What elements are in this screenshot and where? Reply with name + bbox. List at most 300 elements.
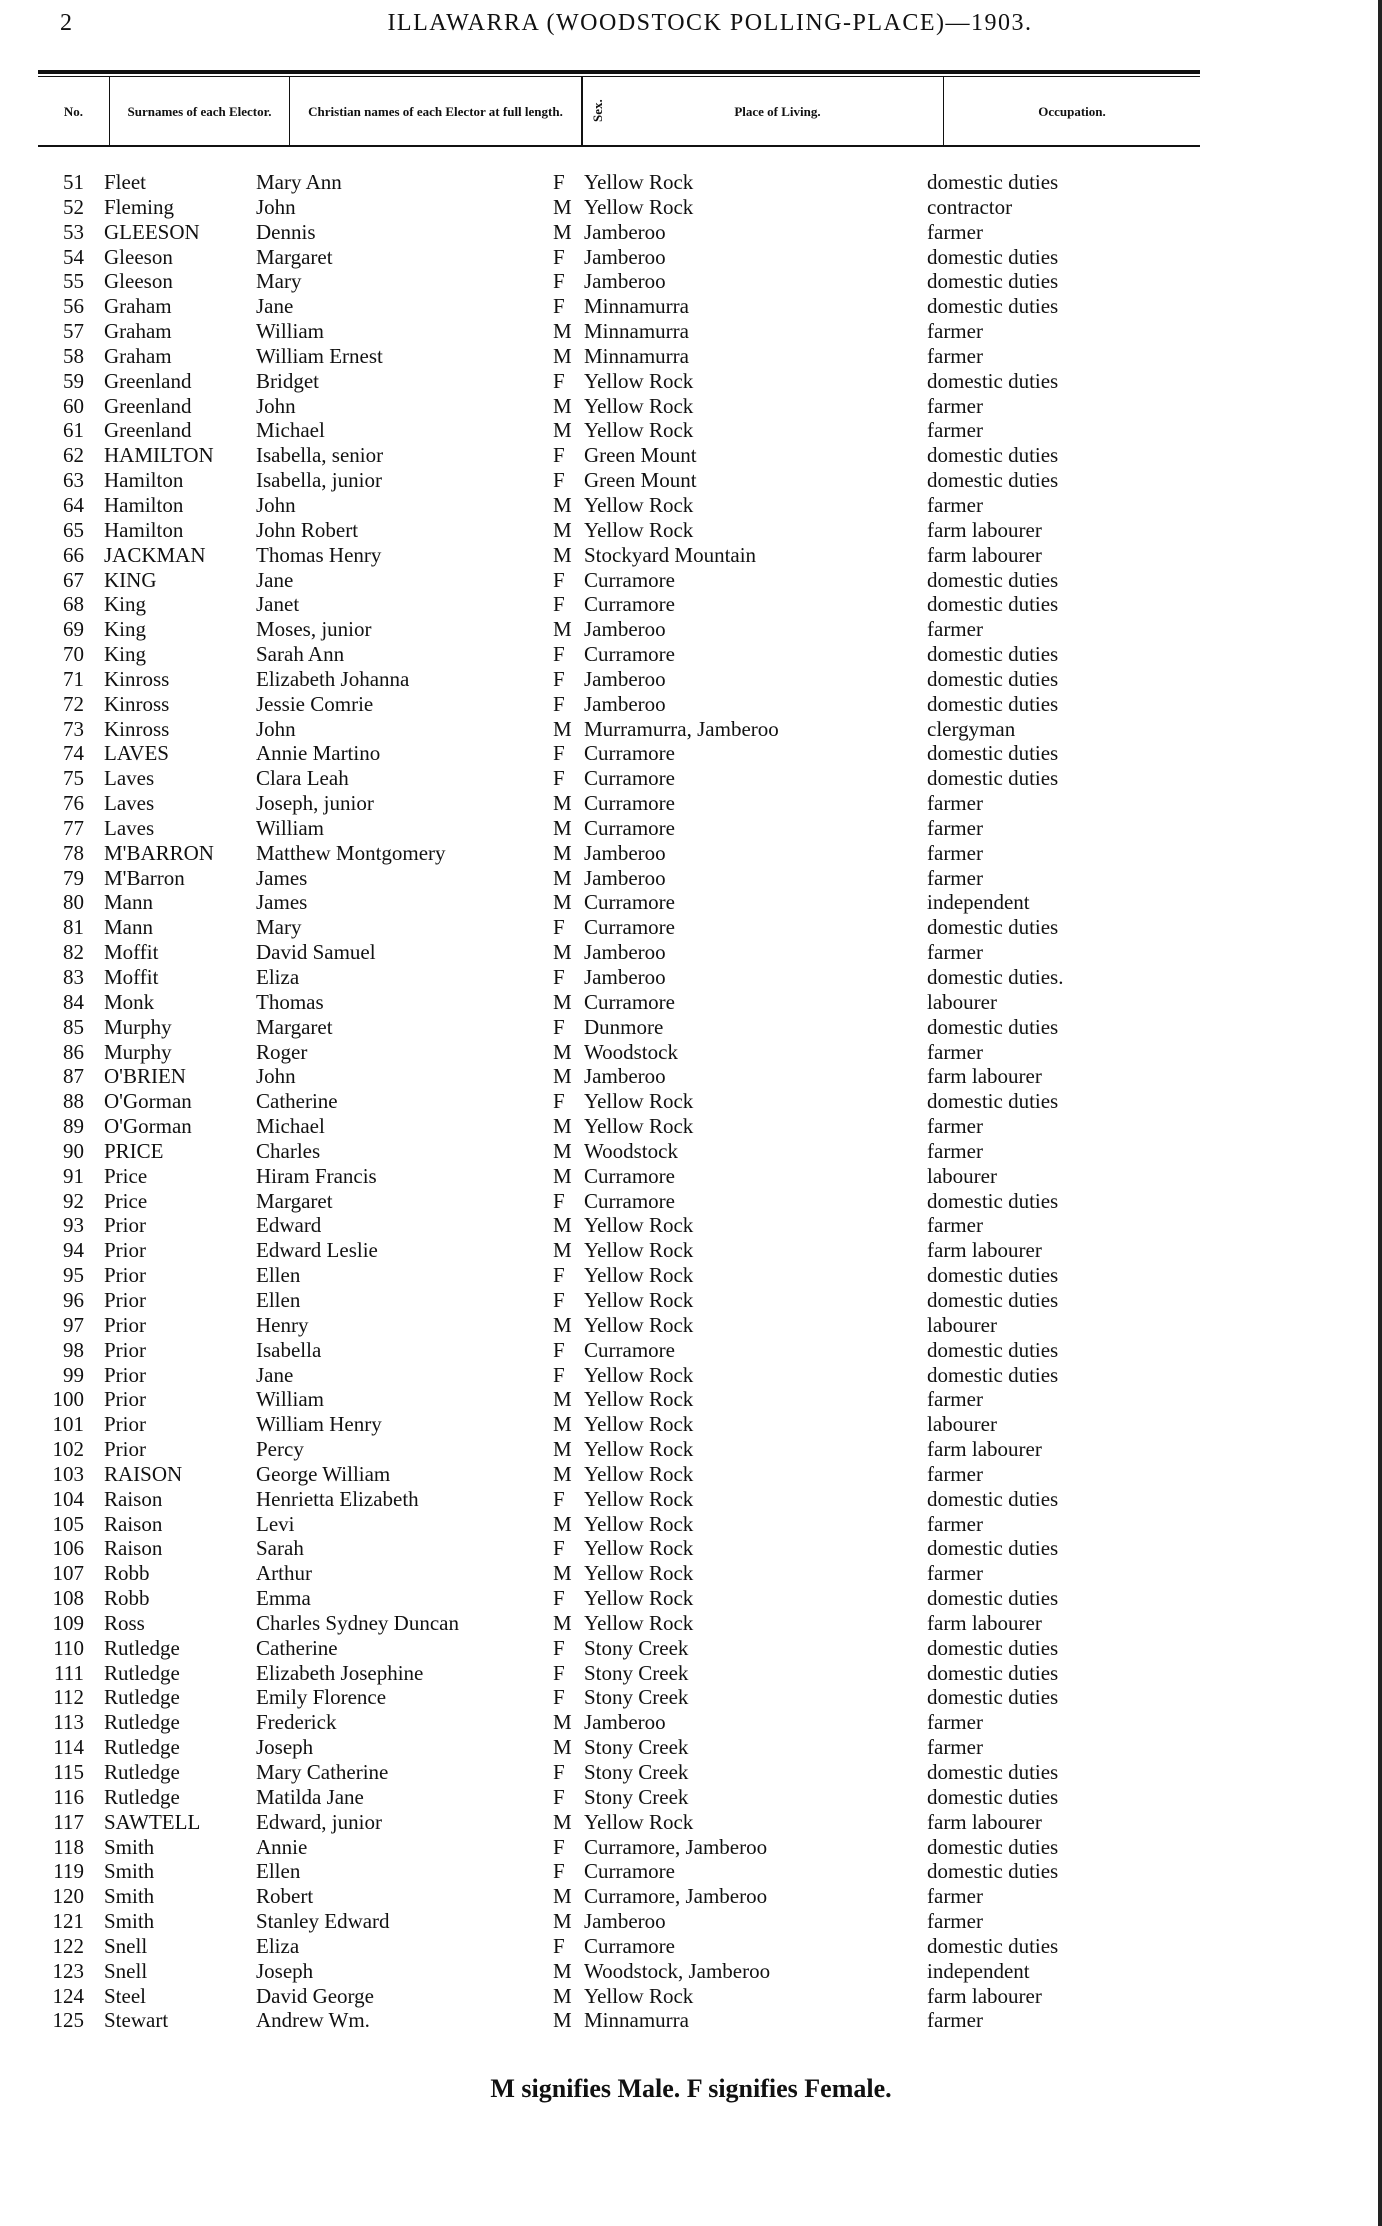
- elector-number: 65: [63, 517, 84, 542]
- table-row: [38, 1810, 1200, 1835]
- elector-surname: Robb: [104, 1561, 150, 1586]
- elector-christian-names: Mary Ann: [256, 170, 342, 194]
- elector-sex: M: [553, 890, 572, 915]
- elector-sex: M: [553, 319, 572, 344]
- elector-occupation: domestic duties: [927, 1660, 1059, 1685]
- elector-sex: M: [553, 542, 572, 567]
- elector-christian-names: Margaret: [256, 1014, 333, 1039]
- elector-surname: GLEESON: [104, 219, 200, 244]
- table-row: [38, 1909, 1200, 1934]
- elector-occupation: domestic duties: [927, 1536, 1059, 1561]
- elector-christian-names: Elizabeth Johanna: [256, 666, 410, 691]
- elector-place-of-living: Jamberoo: [584, 1909, 666, 1934]
- elector-surname: Fleming: [104, 194, 175, 219]
- page-header: [0, 6, 1382, 42]
- elector-occupation: labourer: [927, 1312, 997, 1337]
- elector-christian-names: Jane: [256, 294, 294, 319]
- elector-place-of-living: Jamberoo: [584, 1064, 666, 1089]
- table-row: [38, 1835, 1200, 1860]
- elector-christian-names: Moses, junior: [256, 617, 372, 642]
- elector-place-of-living: Yellow Rock: [584, 1536, 694, 1561]
- table-row: [38, 1040, 1200, 1065]
- elector-occupation: domestic duties: [927, 1834, 1059, 1859]
- elector-place-of-living: Curramore: [584, 1933, 675, 1958]
- elector-christian-names: Stanley Edward: [256, 1909, 390, 1934]
- table-row: [38, 1636, 1200, 1661]
- table-row: [38, 1338, 1200, 1363]
- elector-sex: F: [553, 691, 565, 716]
- table-row: [38, 1611, 1200, 1636]
- elector-number: 119: [53, 1859, 84, 1884]
- elector-place-of-living: Yellow Rock: [584, 1511, 694, 1536]
- elector-surname: Rutledge: [104, 1635, 180, 1660]
- elector-number: 71: [63, 666, 84, 691]
- table-row: [38, 717, 1200, 742]
- elector-place-of-living: Yellow Rock: [584, 1089, 694, 1114]
- elector-surname: Prior: [104, 1437, 146, 1462]
- table-row: [38, 1959, 1200, 1984]
- elector-place-of-living: Curramore: [584, 1337, 675, 1362]
- table-row: [38, 990, 1200, 1015]
- page-number: 2: [60, 10, 72, 36]
- elector-sex: F: [553, 1089, 565, 1114]
- elector-place-of-living: Yellow Rock: [584, 1561, 694, 1586]
- elector-place-of-living: Jamberoo: [584, 840, 666, 865]
- elector-place-of-living: Curramore: [584, 766, 675, 791]
- elector-occupation: farm labourer: [927, 1610, 1042, 1635]
- elector-christian-names: Ellen: [256, 1859, 301, 1884]
- elector-occupation: domestic duties: [927, 1586, 1059, 1611]
- table-row: [38, 1114, 1200, 1139]
- elector-christian-names: James: [256, 890, 308, 915]
- table-row: [38, 617, 1200, 642]
- elector-surname: Rutledge: [104, 1760, 180, 1784]
- page-edge-shadow: [1378, 0, 1382, 2226]
- elector-surname: King: [104, 617, 146, 642]
- elector-christian-names: Emily Florence: [256, 1685, 387, 1710]
- elector-surname: Snell: [104, 1958, 148, 1983]
- table-row: [38, 543, 1200, 568]
- table-row: [38, 1064, 1200, 1089]
- elector-sex: M: [553, 1809, 572, 1834]
- elector-sex: M: [553, 1461, 572, 1486]
- elector-occupation: domestic duties: [927, 368, 1059, 393]
- elector-surname: Monk: [104, 989, 155, 1014]
- elector-occupation: labourer: [927, 989, 997, 1014]
- elector-surname: Ross: [104, 1610, 145, 1635]
- elector-christian-names: John: [256, 393, 296, 418]
- elector-place-of-living: Yellow Rock: [584, 1387, 694, 1412]
- elector-sex: M: [553, 1983, 572, 2008]
- elector-occupation: domestic duties.: [927, 965, 1064, 989]
- elector-christian-names: Margaret: [256, 244, 333, 269]
- elector-christian-names: Matthew Montgomery: [256, 840, 446, 865]
- elector-number: 58: [63, 343, 84, 368]
- elector-sex: F: [553, 741, 565, 766]
- elector-number: 55: [63, 269, 84, 294]
- table-row: [38, 294, 1200, 319]
- elector-occupation: farmer: [927, 343, 983, 368]
- elector-occupation: clergyman: [927, 716, 1016, 741]
- elector-number: 84: [63, 989, 84, 1014]
- table-row: [38, 1536, 1200, 1561]
- elector-surname: Rutledge: [104, 1710, 180, 1735]
- elector-christian-names: Frederick: [256, 1710, 337, 1735]
- elector-surname: Gleeson: [104, 269, 173, 294]
- elector-place-of-living: Yellow Rock: [584, 1238, 694, 1263]
- elector-sex: M: [553, 1238, 572, 1263]
- elector-number: 66: [63, 542, 84, 567]
- elector-number: 113: [53, 1710, 84, 1735]
- header-christian-names: Christian names of each Elector at full length.: [290, 77, 582, 145]
- elector-sex: M: [553, 1958, 572, 1983]
- table-row: [38, 493, 1200, 518]
- elector-number: 79: [63, 865, 84, 890]
- elector-surname: Greenland: [104, 393, 192, 418]
- table-row: [38, 1859, 1200, 1884]
- elector-number: 70: [63, 642, 84, 667]
- table-row: [38, 1586, 1200, 1611]
- elector-place-of-living: Stony Creek: [584, 1685, 689, 1710]
- elector-number: 88: [63, 1089, 84, 1114]
- table-row: [38, 816, 1200, 841]
- elector-occupation: domestic duties: [927, 443, 1059, 468]
- elector-christian-names: Hiram Francis: [256, 1163, 377, 1188]
- elector-surname: Raison: [104, 1536, 163, 1561]
- table-row: [38, 394, 1200, 419]
- elector-occupation: contractor: [927, 194, 1013, 219]
- elector-sex: F: [553, 269, 565, 294]
- elector-place-of-living: Stony Creek: [584, 1784, 689, 1809]
- elector-occupation: farmer: [927, 1461, 983, 1486]
- elector-sex: M: [553, 1163, 572, 1188]
- elector-number: 104: [52, 1486, 84, 1511]
- elector-sex: M: [553, 716, 572, 741]
- elector-occupation: domestic duties: [927, 1635, 1059, 1660]
- elector-number: 77: [63, 815, 84, 840]
- table-row: [38, 741, 1200, 766]
- roll-rows: [38, 170, 1200, 2033]
- elector-place-of-living: Curramore, Jamberoo: [584, 1834, 768, 1859]
- elector-christian-names: Ellen: [256, 1263, 301, 1288]
- elector-christian-names: John: [256, 194, 296, 219]
- elector-sex: F: [553, 1586, 565, 1611]
- elector-occupation: independent: [927, 1958, 1030, 1983]
- elector-christian-names: Catherine: [256, 1089, 338, 1114]
- elector-sex: F: [553, 1933, 565, 1958]
- elector-occupation: domestic duties: [927, 741, 1059, 766]
- elector-number: 73: [63, 716, 84, 741]
- elector-christian-names: Roger: [256, 1039, 308, 1064]
- column-headers: [38, 77, 1200, 147]
- elector-place-of-living: Jamberoo: [584, 269, 666, 294]
- elector-christian-names: Thomas: [256, 989, 324, 1014]
- elector-place-of-living: Woodstock, Jamberoo: [584, 1958, 771, 1983]
- elector-number: 64: [63, 492, 84, 517]
- table-row: [38, 1288, 1200, 1313]
- elector-christian-names: Henry: [256, 1312, 309, 1337]
- elector-number: 95: [63, 1263, 84, 1288]
- table-row: [38, 592, 1200, 617]
- elector-surname: Stewart: [104, 2008, 169, 2033]
- table-row: [38, 568, 1200, 593]
- table-row: [38, 1785, 1200, 1810]
- elector-occupation: labourer: [927, 1163, 997, 1188]
- table-row: [38, 2008, 1200, 2033]
- elector-sex: F: [553, 468, 565, 493]
- elector-number: 69: [63, 617, 84, 642]
- elector-number: 118: [53, 1834, 84, 1859]
- elector-christian-names: Sarah Ann: [256, 642, 345, 667]
- page-title: ILLAWARRA (WOODSTOCK POLLING-PLACE)—1903.: [387, 10, 1033, 36]
- elector-number: 76: [63, 791, 84, 816]
- elector-surname: King: [104, 592, 146, 617]
- elector-occupation: farm labourer: [927, 542, 1042, 567]
- elector-sex: F: [553, 244, 565, 269]
- elector-christian-names: James: [256, 865, 308, 890]
- elector-place-of-living: Yellow Rock: [584, 194, 694, 219]
- elector-occupation: farm labourer: [927, 1064, 1042, 1089]
- elector-number: 56: [63, 294, 84, 319]
- header-no: No.: [38, 77, 110, 145]
- elector-number: 90: [63, 1138, 84, 1163]
- elector-christian-names: William: [256, 319, 324, 344]
- table-row: [38, 1089, 1200, 1114]
- elector-christian-names: George William: [256, 1461, 391, 1486]
- table-row: [38, 1984, 1200, 2009]
- elector-surname: Smith: [104, 1834, 155, 1859]
- table-row: [38, 1437, 1200, 1462]
- elector-sex: M: [553, 1312, 572, 1337]
- elector-christian-names: Joseph: [256, 1958, 314, 1983]
- elector-place-of-living: Jamberoo: [584, 965, 666, 989]
- elector-christian-names: Eliza: [256, 1933, 300, 1958]
- elector-sex: M: [553, 1064, 572, 1089]
- elector-christian-names: Joseph: [256, 1735, 314, 1760]
- elector-surname: SAWTELL: [104, 1809, 201, 1834]
- elector-occupation: farmer: [927, 492, 983, 517]
- elector-surname: Hamilton: [104, 517, 184, 542]
- elector-christian-names: Isabella: [256, 1337, 322, 1362]
- elector-sex: M: [553, 1412, 572, 1437]
- elector-place-of-living: Yellow Rock: [584, 517, 694, 542]
- elector-christian-names: Jessie Comrie: [256, 691, 374, 716]
- elector-christian-names: William: [256, 1387, 324, 1412]
- elector-christian-names: Andrew Wm.: [256, 2008, 370, 2033]
- elector-surname: O'Gorman: [104, 1114, 192, 1139]
- elector-occupation: domestic duties: [927, 1337, 1059, 1362]
- elector-surname: PRICE: [104, 1138, 164, 1163]
- elector-place-of-living: Minnamurra: [584, 343, 689, 368]
- elector-number: 53: [63, 219, 84, 244]
- elector-christian-names: Emma: [256, 1586, 311, 1611]
- elector-number: 89: [63, 1114, 84, 1139]
- elector-occupation: domestic duties: [927, 666, 1059, 691]
- elector-place-of-living: Curramore: [584, 791, 675, 816]
- elector-christian-names: David Samuel: [256, 940, 376, 965]
- elector-number: 97: [63, 1312, 84, 1337]
- table-row: [38, 766, 1200, 791]
- elector-sex: M: [553, 1039, 572, 1064]
- elector-christian-names: Catherine: [256, 1635, 338, 1660]
- table-row: [38, 965, 1200, 990]
- sex-legend-note: M signifies Male. F signifies Female.: [490, 2074, 892, 2103]
- elector-sex: M: [553, 1561, 572, 1586]
- elector-sex: M: [553, 1710, 572, 1735]
- elector-christian-names: Eliza: [256, 965, 300, 989]
- elector-place-of-living: Yellow Rock: [584, 1437, 694, 1462]
- elector-christian-names: John: [256, 716, 296, 741]
- elector-sex: F: [553, 666, 565, 691]
- elector-christian-names: Michael: [256, 1114, 325, 1139]
- elector-christian-names: Charles Sydney Duncan: [256, 1610, 459, 1635]
- elector-surname: Rutledge: [104, 1660, 180, 1685]
- elector-occupation: domestic duties: [927, 915, 1059, 940]
- elector-number: 98: [63, 1337, 84, 1362]
- elector-place-of-living: Dunmore: [584, 1014, 664, 1039]
- elector-number: 60: [63, 393, 84, 418]
- elector-surname: King: [104, 642, 146, 667]
- elector-place-of-living: Yellow Rock: [584, 1213, 694, 1238]
- table-row: [38, 1263, 1200, 1288]
- table-row: [38, 1412, 1200, 1437]
- elector-sex: F: [553, 1536, 565, 1561]
- elector-place-of-living: Curramore: [584, 741, 675, 766]
- elector-number: 107: [52, 1561, 84, 1586]
- elector-place-of-living: Yellow Rock: [584, 1114, 694, 1139]
- elector-christian-names: Ellen: [256, 1287, 301, 1312]
- elector-occupation: farmer: [927, 865, 983, 890]
- elector-surname: Snell: [104, 1933, 148, 1958]
- elector-sex: M: [553, 1213, 572, 1238]
- elector-christian-names: Bridget: [256, 368, 319, 393]
- elector-occupation: independent: [927, 890, 1030, 915]
- elector-christian-names: Clara Leah: [256, 766, 349, 791]
- elector-sex: F: [553, 368, 565, 393]
- elector-occupation: farmer: [927, 840, 983, 865]
- table-row: [38, 890, 1200, 915]
- elector-place-of-living: Murramurra, Jamberoo: [584, 716, 779, 741]
- elector-place-of-living: Yellow Rock: [584, 1312, 694, 1337]
- elector-sex: M: [553, 492, 572, 517]
- elector-number: 51: [63, 170, 84, 194]
- elector-place-of-living: Yellow Rock: [584, 1809, 694, 1834]
- elector-sex: F: [553, 1784, 565, 1809]
- table-row: [38, 344, 1200, 369]
- elector-place-of-living: Curramore: [584, 642, 675, 667]
- table-top-rule: [38, 70, 1200, 74]
- elector-place-of-living: Curramore: [584, 567, 675, 592]
- header-surname: Surnames of each Elector.: [110, 77, 290, 145]
- elector-occupation: domestic duties: [927, 1287, 1059, 1312]
- elector-number: 103: [52, 1461, 84, 1486]
- elector-occupation: domestic duties: [927, 1014, 1059, 1039]
- elector-sex: F: [553, 642, 565, 667]
- table-row: [38, 1760, 1200, 1785]
- elector-occupation: farm labourer: [927, 1437, 1042, 1462]
- elector-number: 122: [52, 1933, 84, 1958]
- elector-place-of-living: Curramore: [584, 1163, 675, 1188]
- elector-surname: Kinross: [104, 691, 170, 716]
- elector-number: 91: [63, 1163, 84, 1188]
- table-row: [38, 170, 1200, 195]
- elector-number: 124: [52, 1983, 84, 2008]
- elector-number: 111: [54, 1660, 84, 1685]
- electoral-roll-table: [38, 70, 1200, 2033]
- table-row: [38, 195, 1200, 220]
- elector-sex: F: [553, 915, 565, 940]
- elector-christian-names: William Henry: [256, 1412, 382, 1437]
- elector-place-of-living: Yellow Rock: [584, 1586, 694, 1611]
- elector-christian-names: William: [256, 815, 324, 840]
- elector-occupation: domestic duties: [927, 691, 1059, 716]
- elector-number: 83: [63, 965, 84, 989]
- elector-place-of-living: Stony Creek: [584, 1735, 689, 1760]
- elector-surname: LAVES: [104, 741, 169, 766]
- elector-surname: Moffit: [104, 940, 159, 965]
- elector-sex: M: [553, 989, 572, 1014]
- elector-number: 54: [63, 244, 84, 269]
- elector-sex: F: [553, 1635, 565, 1660]
- elector-occupation: farmer: [927, 1511, 983, 1536]
- elector-christian-names: Annie: [256, 1834, 308, 1859]
- elector-christian-names: John: [256, 492, 296, 517]
- elector-christian-names: Matilda Jane: [256, 1784, 364, 1809]
- elector-place-of-living: Jamberoo: [584, 219, 666, 244]
- elector-sex: F: [553, 1188, 565, 1213]
- elector-place-of-living: Jamberoo: [584, 865, 666, 890]
- elector-place-of-living: Minnamurra: [584, 2008, 689, 2033]
- elector-surname: Price: [104, 1163, 148, 1188]
- elector-place-of-living: Yellow Rock: [584, 393, 694, 418]
- table-row: [38, 245, 1200, 270]
- elector-christian-names: Sarah: [256, 1536, 304, 1561]
- elector-christian-names: Dennis: [256, 219, 316, 244]
- elector-sex: F: [553, 1834, 565, 1859]
- table-row: [38, 1387, 1200, 1412]
- elector-sex: F: [553, 1685, 565, 1710]
- elector-number: 94: [63, 1238, 84, 1263]
- elector-number: 75: [63, 766, 84, 791]
- table-row: [38, 642, 1200, 667]
- elector-sex: M: [553, 1387, 572, 1412]
- elector-sex: M: [553, 2008, 572, 2033]
- elector-surname: Smith: [104, 1909, 155, 1934]
- elector-place-of-living: Yellow Rock: [584, 368, 694, 393]
- elector-number: 74: [63, 741, 84, 766]
- elector-sex: M: [553, 815, 572, 840]
- elector-occupation: farmer: [927, 1114, 983, 1139]
- elector-surname: Prior: [104, 1337, 146, 1362]
- elector-christian-names: Charles: [256, 1138, 321, 1163]
- elector-surname: Gleeson: [104, 244, 173, 269]
- elector-christian-names: Janet: [256, 592, 300, 617]
- elector-sex: F: [553, 1287, 565, 1312]
- table-row: [38, 1487, 1200, 1512]
- elector-surname: Prior: [104, 1213, 146, 1238]
- elector-surname: Greenland: [104, 368, 192, 393]
- elector-surname: RAISON: [104, 1461, 183, 1486]
- elector-surname: Prior: [104, 1263, 146, 1288]
- elector-place-of-living: Curramore: [584, 1859, 675, 1884]
- elector-christian-names: Percy: [256, 1437, 304, 1462]
- elector-occupation: domestic duties: [927, 1859, 1059, 1884]
- elector-occupation: domestic duties: [927, 269, 1059, 294]
- elector-sex: F: [553, 965, 565, 989]
- elector-surname: Murphy: [104, 1039, 172, 1064]
- elector-sex: F: [553, 766, 565, 791]
- elector-number: 93: [63, 1213, 84, 1238]
